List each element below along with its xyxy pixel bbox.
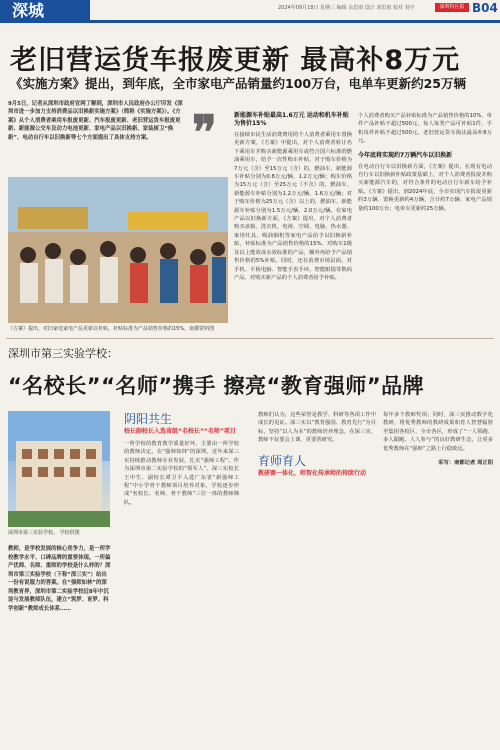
quote-mark-icon: ❞ [192, 105, 217, 159]
story2-kicker: 深圳市第三实验学校： [8, 347, 118, 360]
story2-byline: 采写：南都记者 周正阳 [438, 460, 493, 467]
story2-feature-subhead: 校长副校长入选省级“名校长”“名师”项目 [124, 428, 236, 435]
story2-photo-caption: 深圳市第三实验学校。 学校供图 [8, 530, 80, 536]
masthead-rule [0, 20, 500, 23]
story1-subhead: 《实施方案》提出，到年底，全市家电产品销量约100万台，电单车更新约25万辆 [10, 76, 466, 91]
story1-col2-heading: 新能源车补贴最高1.6万元 运动和机车补贴为售价15% [234, 112, 349, 127]
story2-col5-subhead: 教研赛一体化，师智化传承师的持续行动 [258, 469, 367, 477]
crowd-scene-illustration [8, 177, 228, 323]
story2-photo [8, 411, 110, 527]
story1-lead: 9月5日，记者从深圳市政府官网了解到，深圳市人民政府办公厅印发《深圳市进一步加力支持消费品以旧换新实施方案》（简称《实施方案》）。《方案》从个人消费者乘用车报废更新、汽车报废更新、老旧营运货车报废更新、新能源公交车及动力电池更新、家电产品以旧换新、家装厨卫“焕新”、电动自行车以旧换新等七个方面提出了具体支持方案。 [8, 101, 183, 141]
story1-col3-body-2: 在电动自行车以旧换新方面，《方案》提出，在现有电动自行车以旧换新补贴政策基础上，对个人消费者报废并购买新能源汽车的，对符合条件的电动自行车新车给予补贴。《方案》提出，到2024年底，全市实现汽车报废更新约3万辆、置换更新约4万辆，合计约7万辆；家电产品销量约100万台；电单车更新约25万辆。 [358, 163, 492, 212]
school-building-illustration [8, 411, 110, 527]
page-number: B04 [472, 1, 498, 15]
story1-col2-body: 在接续市民生活消费费用的个人消费者乘用车置换更新方案，《方案》中提出，对个人消费者转让名下乘用车并购买新能源乘用车或符合国六标准的燃油乘用车，给予一次性购车补贴，对于购车价格为7万元（含）至15万元（含）的，燃油车、新能源车补贴分别为0.8万元/辆、1.2万元/辆；购车价格为15万元（含）至25万元（不含）的，燃油车、新能源车补贴分别为1.2万元/辆、1.6万元/辆；对于购车价格为25万元（含）以上的，燃油车、新能源车补贴分别为1.5万元/辆、2.0万元/辆。在家电产品以旧换新方面，《方案》提出，对个人消费者购买冰箱、洗衣机、电视、空调、电脑、热水器、家用灶具、吸油烟机等家电产品给予以旧换新补贴，补贴标准为产品销售价格的15%，对购买1级及以上能效或水效标准的产品，额外再给予产品销售价格的5%补贴。同时，还在消费市场层面，对手机、平板电脑、智能手表手环、智能眼镜等数码产品，对购买新产品的个人消费者给予补贴。 [234, 132, 352, 281]
paper-badge: 深圳特区报 [435, 3, 469, 12]
story1-column-2 [234, 112, 352, 282]
story2-feature-column [124, 411, 239, 507]
story1-col3-heading: 今年底将实现约7万辆汽车以旧换新 [358, 151, 453, 159]
story2-headline: “名校长”“名师”携手 擦亮“教育强师”品牌 [8, 374, 425, 398]
story2-column-6 [383, 411, 493, 467]
story2-col5-kicker: 育师育人 [258, 453, 307, 468]
story1-photo [8, 177, 228, 323]
story2-column-5 [258, 411, 376, 478]
story1-photo-caption: 《方案》提出，对旧家电家电产品更新以补贴，补贴标准为产品销售价格的15%。南都资料图 [8, 326, 215, 332]
section-divider [6, 338, 494, 339]
story1-headline: 老旧营运货车报废更新 最高补8万元 [10, 45, 461, 76]
story2-lead: 教师，是学校发展的核心竞争力，是一所学校教学水平、口碑品牌的重要体现。一所偏产优师、名师、重师的学校是什么样的？深圳市第三实验学校（下称“深三实”）给出一份有说服力的答案。在“强师如林”的深圳教育界，深圳市第二实验学校近8年中沉淀与发展教师队伍，建立“筑梦、育梦、科学创新”教师成长体系…… [8, 546, 111, 612]
story2-feature-kicker: 阴阳共生 [124, 412, 173, 426]
section-title: 深城 [0, 0, 90, 22]
story1-column-3 [358, 112, 492, 213]
story2-feature-body: 一所学校的教育教学质量好坏，主要由一所学校的教师决定。在“强师如林”的深圳，近年来深三实持续推动教师专业发展，扎实“强师工程”。作为深圳市第二实验学校的“领军人”，深三实校长王中生、副校长谭卫平入选广东省“新强师工程”中小学骨干教师项目培养对象，学校逐步形成“名校长、名师、骨干教师”三位一体的教师梯队。 [124, 441, 239, 506]
issue-info: 2024年09月18日 星期三 编辑 余思雨 设计 刘思雨 校对 刘宇 [278, 5, 415, 11]
story2-col6-body: 每年多个教师奖项；同时，深三实推动数字化教研，将优秀教师的教研成果和育人智慧辐射至集团各校区、全市各区，形成了“一人领跑、多人跟跑、人人参与”的良好教研生态，让更多优秀教师在“强师”之路上行稳致远。 [383, 412, 493, 452]
story1-col3-body: 个人消费者购买产品补贴标准为产品销售价格的10%，单件产品补贴不超过500元，每人每类产品可补贴1件，手机每件补贴不超过500元。老旧营运货车淘汰最高补8万元。 [358, 113, 492, 145]
story2-col5-body: 教师们认为，这些荣誉是教学、科研等各项工作中成长的见证。深三实以“教育强国、教育先行”为目标，坚持“以人为本”的教师培养理念，在深三实，教师不仅要会上课，更要善研究。 [258, 412, 376, 444]
